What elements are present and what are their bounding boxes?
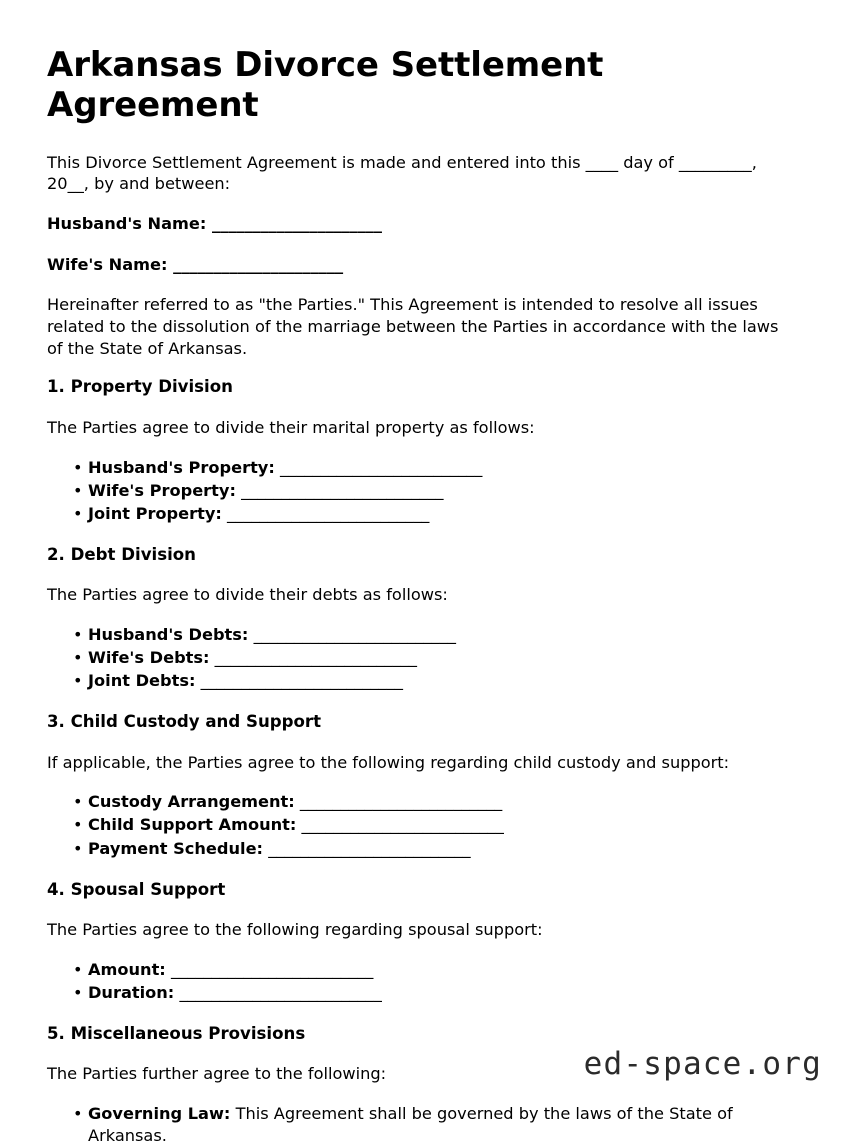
list-item-label: Husband's Property:: [88, 457, 275, 477]
list-item: [47, 982, 796, 1004]
list-item-label: Duration:: [88, 982, 175, 1002]
husband-name-blank[interactable]: _____________________: [212, 213, 382, 233]
list-item: [47, 457, 796, 479]
list-item: [47, 791, 796, 813]
list-item: [47, 480, 796, 502]
list-item-blank[interactable]: _________________________: [170, 959, 374, 979]
section-heading-spousal-support: 4. Spousal Support: [47, 879, 226, 899]
watermark: ed-space.org: [583, 1046, 822, 1082]
bullet-icon: •: [73, 648, 83, 668]
list-item-label: Wife's Property:: [88, 480, 236, 500]
list-item-blank[interactable]: _________________________: [200, 671, 403, 691]
list-item-blank[interactable]: _________________________: [301, 815, 504, 835]
list-item-label: Payment Schedule:: [88, 838, 264, 858]
page-title: Arkansas Divorce Settlement Agreement: [47, 45, 604, 125]
section-intro-child-custody-and-support: If applicable, the Parties agree to the following regarding child custody and support:: [47, 752, 730, 772]
section-list-debt-division: [47, 624, 796, 692]
wife-name-field: [47, 254, 796, 276]
bullet-icon: •: [73, 457, 83, 477]
section-heading-debt-division: 2. Debt Division: [47, 544, 196, 564]
list-item-blank[interactable]: _________________________: [227, 503, 430, 523]
list-item: [47, 838, 796, 860]
section-intro-debt-division: The Parties agree to divide their debts as follows:: [47, 585, 448, 605]
section-list-miscellaneous-provisions: [47, 1103, 796, 1147]
hereinafter-paragraph: Hereinafter referred to as "the Parties." This Agreement is intended to resolve all issues related to the dissolution of the marriage between the Parties in accordance with the laws of the State of Arkansas.: [47, 295, 779, 358]
list-item-blank[interactable]: _________________________: [268, 838, 471, 858]
list-item-label: Joint Debts:: [88, 671, 196, 691]
section-heading-child-custody-and-support: 3. Child Custody and Support: [47, 712, 322, 732]
section-list-spousal-support: [47, 959, 796, 1004]
bullet-icon: •: [73, 480, 83, 500]
list-item-label: Husband's Debts:: [88, 625, 249, 645]
list-item-label: Child Support Amount:: [88, 815, 297, 835]
list-item: [47, 647, 796, 669]
intro-paragraph: This Divorce Settlement Agreement is made and entered into this ____ day of _________, 20__, by and between:: [47, 152, 757, 194]
list-item-blank[interactable]: _________________________: [179, 982, 382, 1002]
list-item-text: This Agreement shall be governed by the laws of the State of Arkansas.: [88, 1104, 733, 1146]
list-item-label: Governing Law:: [88, 1104, 231, 1124]
section-intro-miscellaneous-provisions: The Parties further agree to the following:: [47, 1064, 387, 1084]
list-item: [47, 624, 796, 646]
list-item-blank[interactable]: _________________________: [299, 792, 503, 812]
section-intro-spousal-support: The Parties agree to the following regarding spousal support:: [47, 920, 543, 940]
list-item-blank[interactable]: _________________________: [241, 480, 444, 500]
wife-name-blank[interactable]: _____________________: [173, 254, 344, 274]
list-item: [47, 670, 796, 692]
list-item-blank[interactable]: _________________________: [280, 457, 483, 477]
husband-name-label: Husband's Name:: [47, 213, 207, 233]
bullet-icon: •: [73, 838, 83, 858]
list-item-label: Joint Property:: [88, 503, 222, 523]
list-item: [47, 1103, 796, 1147]
list-item: [47, 959, 796, 981]
list-item-blank[interactable]: _________________________: [253, 625, 456, 645]
section-list-property-division: [47, 457, 796, 525]
section-intro-property-division: The Parties agree to divide their marital property as follows:: [47, 418, 535, 438]
husband-name-field: [47, 213, 796, 235]
list-item-label: Custody Arrangement:: [88, 792, 295, 812]
bullet-icon: •: [73, 959, 83, 979]
list-item: [47, 503, 796, 525]
list-item-label: Amount:: [88, 959, 166, 979]
list-item-blank[interactable]: _________________________: [214, 648, 418, 668]
bullet-icon: •: [73, 815, 83, 835]
section-list-child-custody-and-support: [47, 791, 796, 859]
section-heading-miscellaneous-provisions: 5. Miscellaneous Provisions: [47, 1023, 306, 1043]
bullet-icon: •: [73, 625, 83, 645]
bullet-icon: •: [73, 982, 83, 1002]
wife-name-label: Wife's Name:: [47, 254, 168, 274]
bullet-icon: •: [73, 503, 83, 523]
list-item: [47, 814, 796, 836]
section-heading-property-division: 1. Property Division: [47, 377, 233, 397]
list-item-label: Wife's Debts:: [88, 648, 210, 668]
bullet-icon: •: [73, 792, 83, 812]
bullet-icon: •: [73, 671, 83, 691]
bullet-icon: •: [73, 1104, 83, 1124]
